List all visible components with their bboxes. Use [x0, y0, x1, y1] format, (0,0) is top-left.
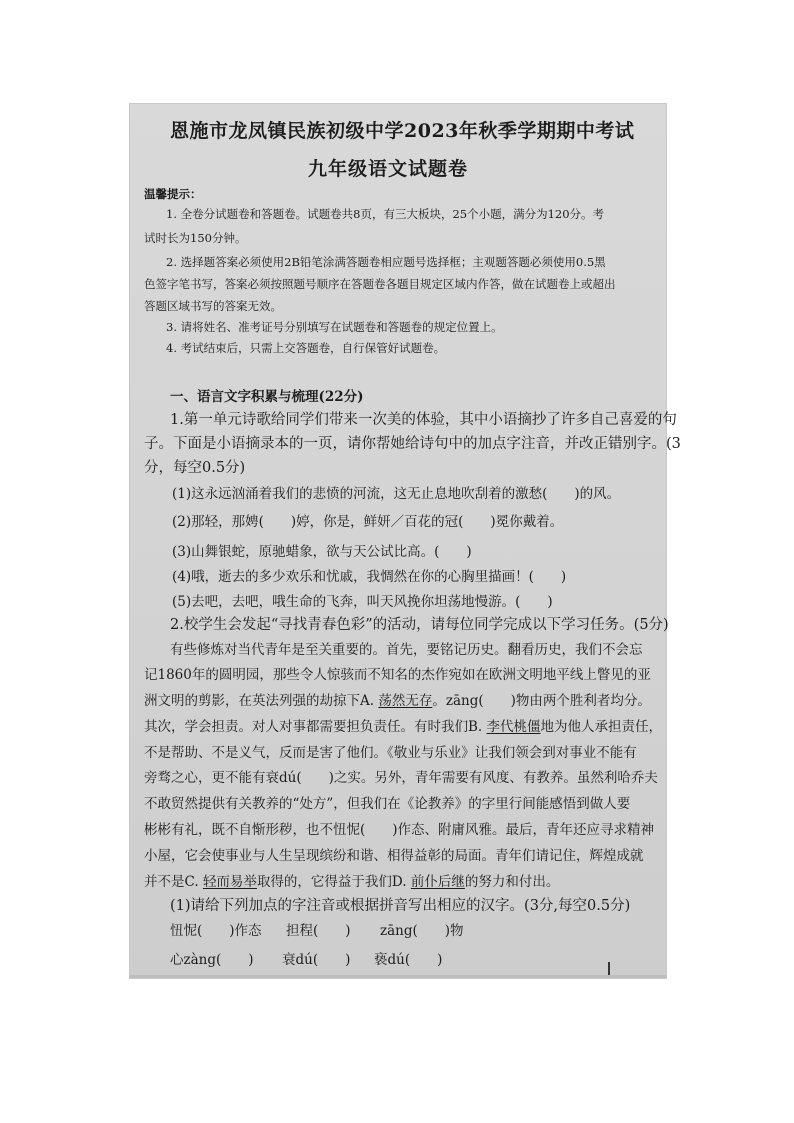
- question-1-line-3: 分，每空0.5分): [144, 460, 246, 476]
- question-1-line-2: 子。下面是小语摘录本的一页，请你帮她给诗句中的加点字注音，并改正错别字。(3: [144, 436, 681, 452]
- question-1-sentence-3: (3)山舞银蛇，原驰蜡象，欲与天公试比高。( ): [172, 544, 472, 560]
- passage-text: 取得的，它得益于我们D.: [256, 874, 411, 890]
- notice-heading: 温馨提示：: [144, 187, 202, 201]
- passage-line-3: [144, 689, 651, 709]
- question-1-sentence-2: (2)那轻，那娉( )婷，你是，鲜妍／百花的冠( )冕你戴着。: [172, 514, 564, 530]
- blank-item-4: 心zàng( ): [170, 952, 254, 968]
- notice-item-2-line-1: 2. 选择题答案必须使用2B铅笔涂满答题卷相应题号选择框；主观题答题必须使用0.5黑: [166, 255, 606, 269]
- blank-item-2: 担程( ): [286, 923, 351, 939]
- passage-text: 。zāng( )物由两个胜利者均分。: [432, 693, 651, 709]
- passage-line-1: 有些修炼对当代青年是至关重要的。首先，要铭记历史。翻看历史，我们不会忘: [170, 642, 643, 658]
- section-heading: 一、语言文字积累与梳理(22分): [170, 389, 364, 405]
- passage-line-6: 旁骛之心，更不能有衰dú( )之实。另外，青年需要有风度、有教养。虽然利哈乔夫: [144, 770, 658, 786]
- notice-item-2-line-2: 色签字笔书写，答案必须按照题号顺序在答题卷各题目规定区域内作答，做在试题卷上或超出: [144, 277, 616, 291]
- notice-item-4: 4. 考试结束后，只需上交答题卷，自行保管好试题卷。: [166, 341, 446, 355]
- underlined-phrase-b: 李代桃僵: [486, 719, 541, 735]
- passage-line-9: 小屋，它会使事业与人生呈现缤纷和谐、相得益彰的局面。青年们请记住，辉煌成就: [144, 848, 644, 864]
- notice-item-2-line-3: 答题区域书写的答案无效。: [144, 299, 282, 313]
- notice-item-1-line-2: 试时长为150分钟。: [144, 231, 247, 245]
- notice-item-3: 3. 请将姓名、准考证号分别填写在试题卷和答题卷的规定位置上。: [166, 320, 503, 334]
- question-2-line-1: 2.校学生会发起“寻找青春色彩”的活动，请每位同学完成以下学习任务。(5分): [170, 617, 669, 633]
- passage-text: 其次，学会担责。对人对事都需要担负责任。有时我们B.: [144, 719, 487, 735]
- blank-item-6: 亵dú( ): [374, 952, 443, 968]
- exam-paper: [130, 104, 681, 978]
- question-1-sentence-4: (4)哦，逝去的多少欢乐和忧戚，我惆然在你的心胸里描画！( ): [172, 569, 567, 585]
- passage-line-5: 不是帮助、不是义气，反而是害了他们。《敬业与乐业》让我们领会到对事业不能有: [144, 745, 637, 761]
- passage-line-7: 不敢贸然提供有关教养的“处方”，但我们在《论教养》的字里行间能感悟到做人要: [144, 796, 631, 812]
- notice-item-1-line-1: 1. 全卷分试题卷和答题卷。试题卷共8页，有三大板块，25个小题，满分为120分。考: [166, 207, 605, 221]
- exam-title: 恩施市龙凤镇民族初级中学2023年秋季学期期中考试: [170, 120, 635, 142]
- question-1-sentence-5: (5)去吧，去吧，哦生命的飞奔，叫天风挽你坦荡地慢游。( ): [172, 594, 553, 610]
- passage-text: 的努力和付出。: [464, 874, 560, 890]
- pen-mark: [608, 962, 610, 976]
- blank-item-1: 忸怩( )作态: [170, 923, 262, 939]
- passage-text: 并不是C.: [144, 874, 203, 890]
- passage-line-2: 记1860年的圆明园，那些令人惊骇而不知名的杰作宛如在欧洲文明地平线上瞥见的亚: [144, 667, 651, 683]
- question-1-sentence-1: (1)这永远汹涌着我们的悲愤的河流，这无止息地吹刮着的激愁( )的风。: [172, 486, 621, 502]
- blank-item-3: zāng( )物: [380, 923, 464, 939]
- exam-subtitle: 九年级语文试题卷: [308, 158, 469, 180]
- blank-item-5: 衰dú( ): [282, 952, 351, 968]
- passage-line-4: [144, 715, 662, 735]
- underlined-phrase-a: 荡然无存: [378, 693, 433, 709]
- passage-line-10: [144, 870, 559, 890]
- question-1-line-1: 1.第一单元诗歌给同学们带来一次美的体验，其中小语摘抄了许多自己喜爱的句: [170, 412, 677, 428]
- passage-text: 洲文明的剪影，在英法列强的劫掠下A.: [144, 693, 379, 709]
- passage-text: 地为他人承担责任，: [540, 719, 663, 735]
- passage-line-8: 彬彬有礼，既不自惭形秽，也不忸怩( )作态、附庸风雅。最后，青年还应寻求精神: [144, 822, 655, 838]
- underlined-phrase-d: 前仆后继: [410, 874, 465, 890]
- underlined-phrase-c: 轻而易举: [202, 874, 257, 890]
- sub-question-1: (1)请给下列加点的字注音或根据拼音写出相应的汉字。(3分,每空0.5分): [170, 898, 631, 914]
